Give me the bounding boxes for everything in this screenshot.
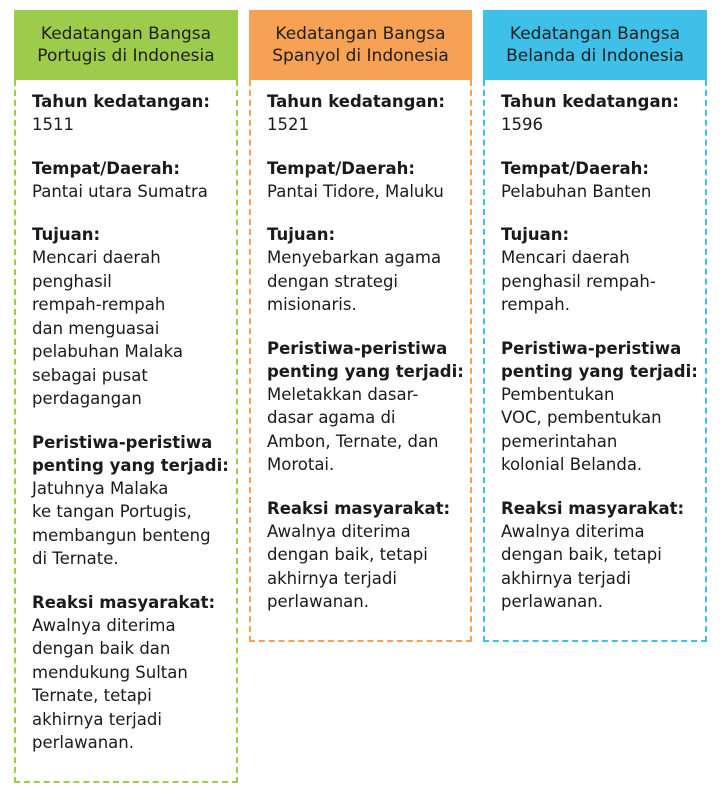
card-portugis <box>14 80 238 783</box>
value-goal: Mencari daerah penghasil rempah- rempah. <box>501 248 656 314</box>
label-goal: Tujuan: <box>32 225 101 244</box>
label-events: Peristiwa-peristiwa penting yang terjadi: <box>501 338 698 381</box>
section-year <box>32 90 236 137</box>
section-goal <box>501 223 705 317</box>
section-reaction <box>32 591 236 755</box>
header-spanyol: Kedatangan Bangsa Spanyol di Indonesia <box>249 10 472 80</box>
label-year: Tahun kedatangan: <box>32 92 210 111</box>
label-goal: Tujuan: <box>267 225 336 244</box>
section-events <box>267 337 470 477</box>
label-events: Peristiwa-peristiwa penting yang terjadi: <box>32 432 229 475</box>
section-place <box>267 157 470 204</box>
section-place <box>501 157 705 204</box>
section-events <box>32 431 236 571</box>
section-reaction <box>267 497 470 614</box>
label-year: Tahun kedatangan: <box>267 92 445 111</box>
header-belanda: Kedatangan Bangsa Belanda di Indonesia <box>483 10 707 80</box>
label-reaction: Reaksi masyarakat: <box>267 498 451 518</box>
section-goal <box>32 223 236 411</box>
label-goal: Tujuan: <box>501 225 570 244</box>
header-portugis: Kedatangan Bangsa Portugis di Indonesia <box>14 10 238 80</box>
label-events: Peristiwa-peristiwa penting yang terjadi: <box>267 338 464 381</box>
value-events: Meletakkan dasar- dasar agama di Ambon, Ternate, dan Morotai. <box>267 384 439 474</box>
value-year: 1521 <box>267 115 309 134</box>
label-year: Tahun kedatangan: <box>501 92 679 111</box>
value-goal: Menyebarkan agama dengan strategi misionaris. <box>267 248 442 314</box>
section-events <box>501 337 705 477</box>
value-year: 1596 <box>501 115 543 134</box>
label-place: Tempat/Daerah: <box>501 158 649 178</box>
label-place: Tempat/Daerah: <box>32 158 180 178</box>
card-spanyol <box>249 80 472 642</box>
value-place: Pelabuhan Banten <box>501 181 652 201</box>
section-year <box>501 90 705 137</box>
label-place: Tempat/Daerah: <box>267 158 415 178</box>
label-reaction: Reaksi masyarakat: <box>501 498 685 518</box>
value-events: Jatuhnya Malaka ke tangan Portugis, membangun benteng di Ternate. <box>32 478 211 568</box>
section-place <box>32 157 236 204</box>
card-belanda <box>483 80 707 642</box>
value-year: 1511 <box>32 115 74 134</box>
value-reaction: Awalnya diterima dengan baik, tetapi akhirnya terjadi perlawanan. <box>267 521 428 611</box>
value-reaction: Awalnya diterima dengan baik, tetapi akhirnya terjadi perlawanan. <box>501 521 662 611</box>
section-goal <box>267 223 470 317</box>
label-reaction: Reaksi masyarakat: <box>32 592 216 612</box>
section-year <box>267 90 470 137</box>
value-place: Pantai Tidore, Maluku <box>267 181 444 201</box>
value-place: Pantai utara Sumatra <box>32 181 208 201</box>
value-reaction: Awalnya diterima dengan baik dan mendukung Sultan Ternate, tetapi akhirnya terjadi perlawanan. <box>32 615 188 752</box>
value-events: Pembentukan VOC, pembentukan pemerintahan kolonial Belanda. <box>501 384 662 474</box>
value-goal: Mencari daerah penghasil rempah-rempah dan menguasai pelabuhan Malaka sebagai pusat perdagangan <box>32 248 183 408</box>
section-reaction <box>501 497 705 614</box>
